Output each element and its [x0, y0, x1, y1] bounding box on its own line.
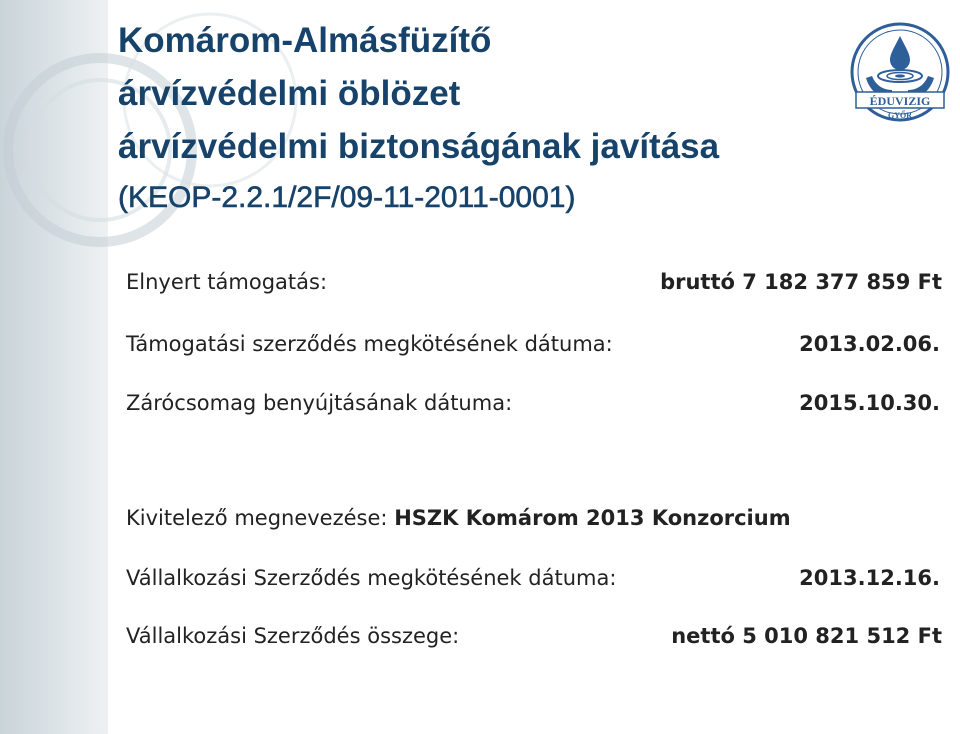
eduvizig-logo: [848, 20, 952, 132]
closing-package-date-row: [126, 391, 940, 415]
works-contract-amount-row: [126, 624, 942, 648]
works-contract-amount-value: nettó 5 010 821 512 Ft: [671, 624, 942, 648]
support-contract-date-label: Támogatási szerződés megkötésének dátuma:: [126, 332, 613, 356]
closing-package-date-value: 2015.10.30.: [799, 391, 940, 415]
works-contract-amount-label: Vállalkozási Szerződés összege:: [126, 624, 460, 648]
grant-value: bruttó 7 182 377 859 Ft: [660, 270, 942, 294]
works-contract-date-label: Vállalkozási Szerződés megkötésének dátuma:: [126, 566, 617, 590]
contractor-row: [126, 506, 791, 530]
support-contract-date-row: [126, 332, 940, 356]
support-contract-date-value: 2013.02.06.: [799, 332, 940, 356]
logo-name: ÉDUVIZIG: [869, 94, 931, 108]
contractor-value: HSZK Komárom 2013 Konzorcium: [394, 506, 791, 530]
project-code: (KEOP-2.2.1/2F/09-11-2011-0001): [118, 181, 576, 214]
grant-label: Elnyert támogatás:: [126, 270, 328, 294]
works-contract-date-row: [126, 566, 940, 590]
grant-row: [126, 270, 942, 294]
title-line-1: Komárom-Almásfüzítő: [118, 21, 492, 60]
title-line-3: árvízvédelmi biztonságának javítása: [118, 127, 720, 166]
closing-package-date-label: Zárócsomag benyújtásának dátuma:: [126, 391, 513, 415]
title-line-2: árvízvédelmi öblözet: [118, 74, 461, 113]
logo-city: GYŐR: [888, 111, 912, 120]
works-contract-date-value: 2013.12.16.: [799, 566, 940, 590]
contractor-label: Kivitelező megnevezése:: [126, 506, 388, 530]
page-title: [118, 14, 719, 223]
